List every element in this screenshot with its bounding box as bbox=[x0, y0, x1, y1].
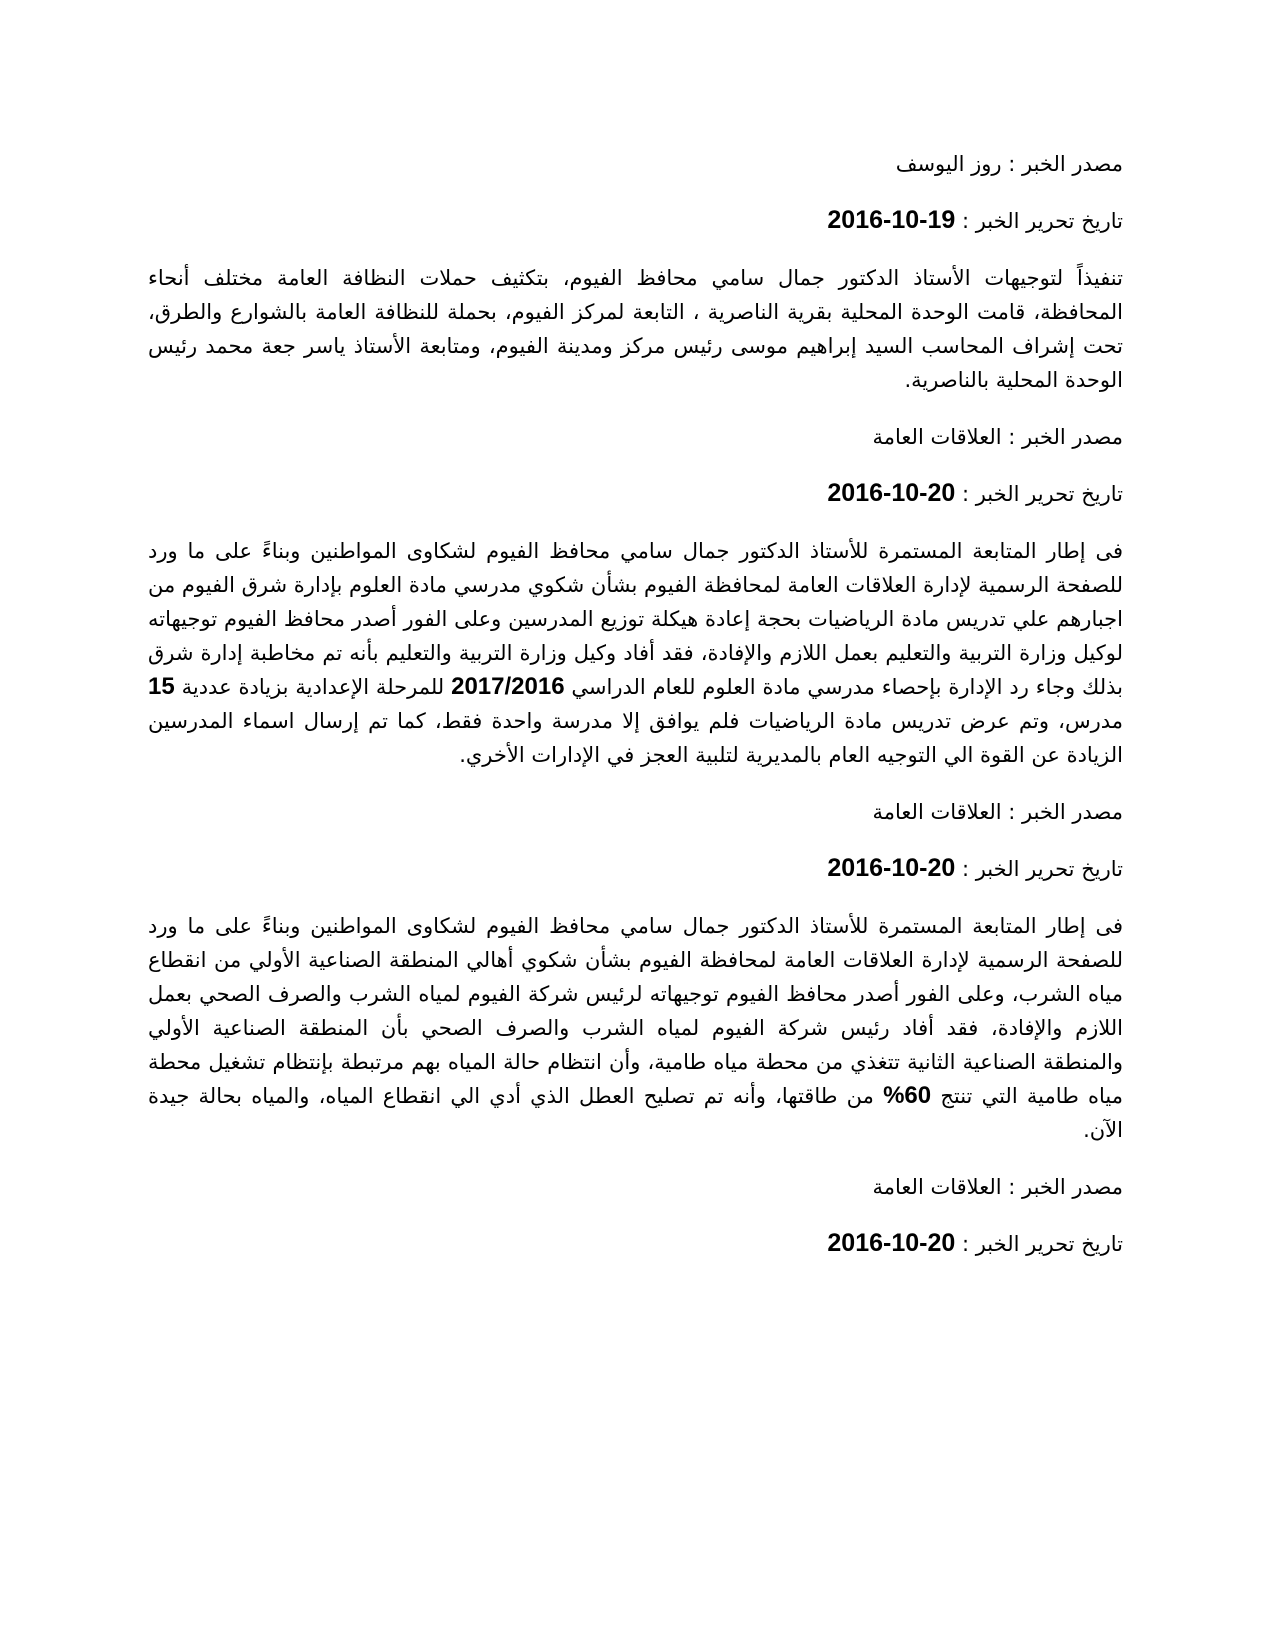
body-text: للمرحلة الإعدادية بزيادة عددية bbox=[174, 675, 452, 699]
news-source-line bbox=[148, 1171, 1123, 1203]
body-text: مدرس، وتم عرض تدريس مادة الرياضيات فلم يوافق إلا مدرسة واحدة فقط، كما تم إرسال اسماء المدرسين الزيادة عن القوة الي التوجيه العام بالمديرية لتلبية العجز في الإدارات الأخري. bbox=[148, 709, 1123, 767]
source-value: العلاقات العامة bbox=[872, 800, 1002, 824]
date-label: تاريخ تحرير الخبر : bbox=[955, 857, 1123, 881]
document-page bbox=[148, 148, 1123, 1284]
date-label: تاريخ تحرير الخبر : bbox=[955, 482, 1123, 506]
source-value: العلاقات العامة bbox=[872, 1175, 1002, 1199]
source-value: روز اليوسف bbox=[895, 152, 1002, 176]
news-date-line bbox=[148, 1227, 1123, 1260]
source-label: مصدر الخبر : bbox=[1001, 800, 1123, 824]
source-value: العلاقات العامة bbox=[872, 425, 1002, 449]
news-source-line bbox=[148, 421, 1123, 453]
body-text: فى إطار المتابعة المستمرة للأستاذ الدكتور جمال سامي محافظ الفيوم لشكاوى المواطنين وبناءً على ما ورد للصفحة الرسمية لإدارة العلاقات العامة لمحافظة الفيوم بشأن شكوي أهالي المنطقة الصناعية الأولي من انقطاع مياه الشرب، وعلى الفور أصدر محافظ الفيوم توجيهاته لرئيس شركة الفيوم لمياه الشرب والصرف الصحي بعمل اللازم والإفادة، فقد أفاد رئيس شركة الفيوم لمياه الشرب والصرف الصحي بأن المنطقة الصناعية الأولي والمنطقة الصناعية الثانية تتغذي من محطة مياه طامية، وأن انتظام حالة المياه بهم مرتبطة بإنتظام تشغيل محطة مياه طامية التي تنتج bbox=[148, 914, 1123, 1108]
news-date-line bbox=[148, 204, 1123, 237]
news-body bbox=[148, 909, 1123, 1147]
news-source-line bbox=[148, 796, 1123, 828]
date-value: 2016-10-19 bbox=[827, 206, 956, 234]
news-source-line bbox=[148, 148, 1123, 180]
capacity-percent: 60% bbox=[883, 1082, 932, 1109]
date-label: تاريخ تحرير الخبر : bbox=[955, 1232, 1123, 1256]
body-text: فى إطار المتابعة المستمرة للأستاذ الدكتور جمال سامي محافظ الفيوم لشكاوى المواطنين وبناءً على ما ورد للصفحة الرسمية لإدارة العلاقات العامة لمحافظة الفيوم بشأن شكوي مدرسي مادة العلوم بإدارة شرق الفيوم من اجبارهم علي تدريس مادة الرياضيات بحجة إعادة هيكلة توزيع المدرسين وعلى الفور أصدر محافظ الفيوم توجيهاته لوكيل وزارة التربية والتعليم بعمل اللازم والإفادة، فقد أفاد وكيل وزارة التربية والتعليم بأنه تم مخاطبة إدارة شرق بذلك وجاء رد الإدارة بإحصاء مدرسي مادة العلوم للعام الدراسي bbox=[148, 539, 1123, 699]
news-body bbox=[148, 534, 1123, 772]
source-label: مصدر الخبر : bbox=[1001, 425, 1123, 449]
date-value: 2016-10-20 bbox=[827, 854, 956, 882]
news-body: تنفيذاً لتوجيهات الأستاذ الدكتور جمال سامي محافظ الفيوم، بتكثيف حملات النظافة العامة مختلف أنحاء المحافظة، قامت الوحدة المحلية بقرية الناصرية ، التابعة لمركز الفيوم، بحملة للنظافة العامة بالشوارع والطرق، تحت إشراف المحاسب السيد إبراهيم موسى رئيس مركز ومدينة الفيوم، ومتابعة الأستاذ ياسر جعة محمد رئيس الوحدة المحلية بالناصرية. bbox=[148, 266, 1123, 392]
teacher-count: 15 bbox=[148, 673, 175, 700]
source-label: مصدر الخبر : bbox=[1001, 1175, 1123, 1199]
news-date-line bbox=[148, 852, 1123, 885]
body-text: من طاقتها، وأنه تم تصليح العطل الذي أدي الي انقطاع المياه، والمياه بحالة جيدة الآن. bbox=[148, 1084, 1123, 1142]
academic-year: 2017/2016 bbox=[451, 673, 565, 700]
date-label: تاريخ تحرير الخبر : bbox=[955, 209, 1123, 233]
source-label: مصدر الخبر : bbox=[1001, 152, 1123, 176]
date-value: 2016-10-20 bbox=[827, 1229, 956, 1257]
news-date-line bbox=[148, 477, 1123, 510]
date-value: 2016-10-20 bbox=[827, 479, 956, 507]
